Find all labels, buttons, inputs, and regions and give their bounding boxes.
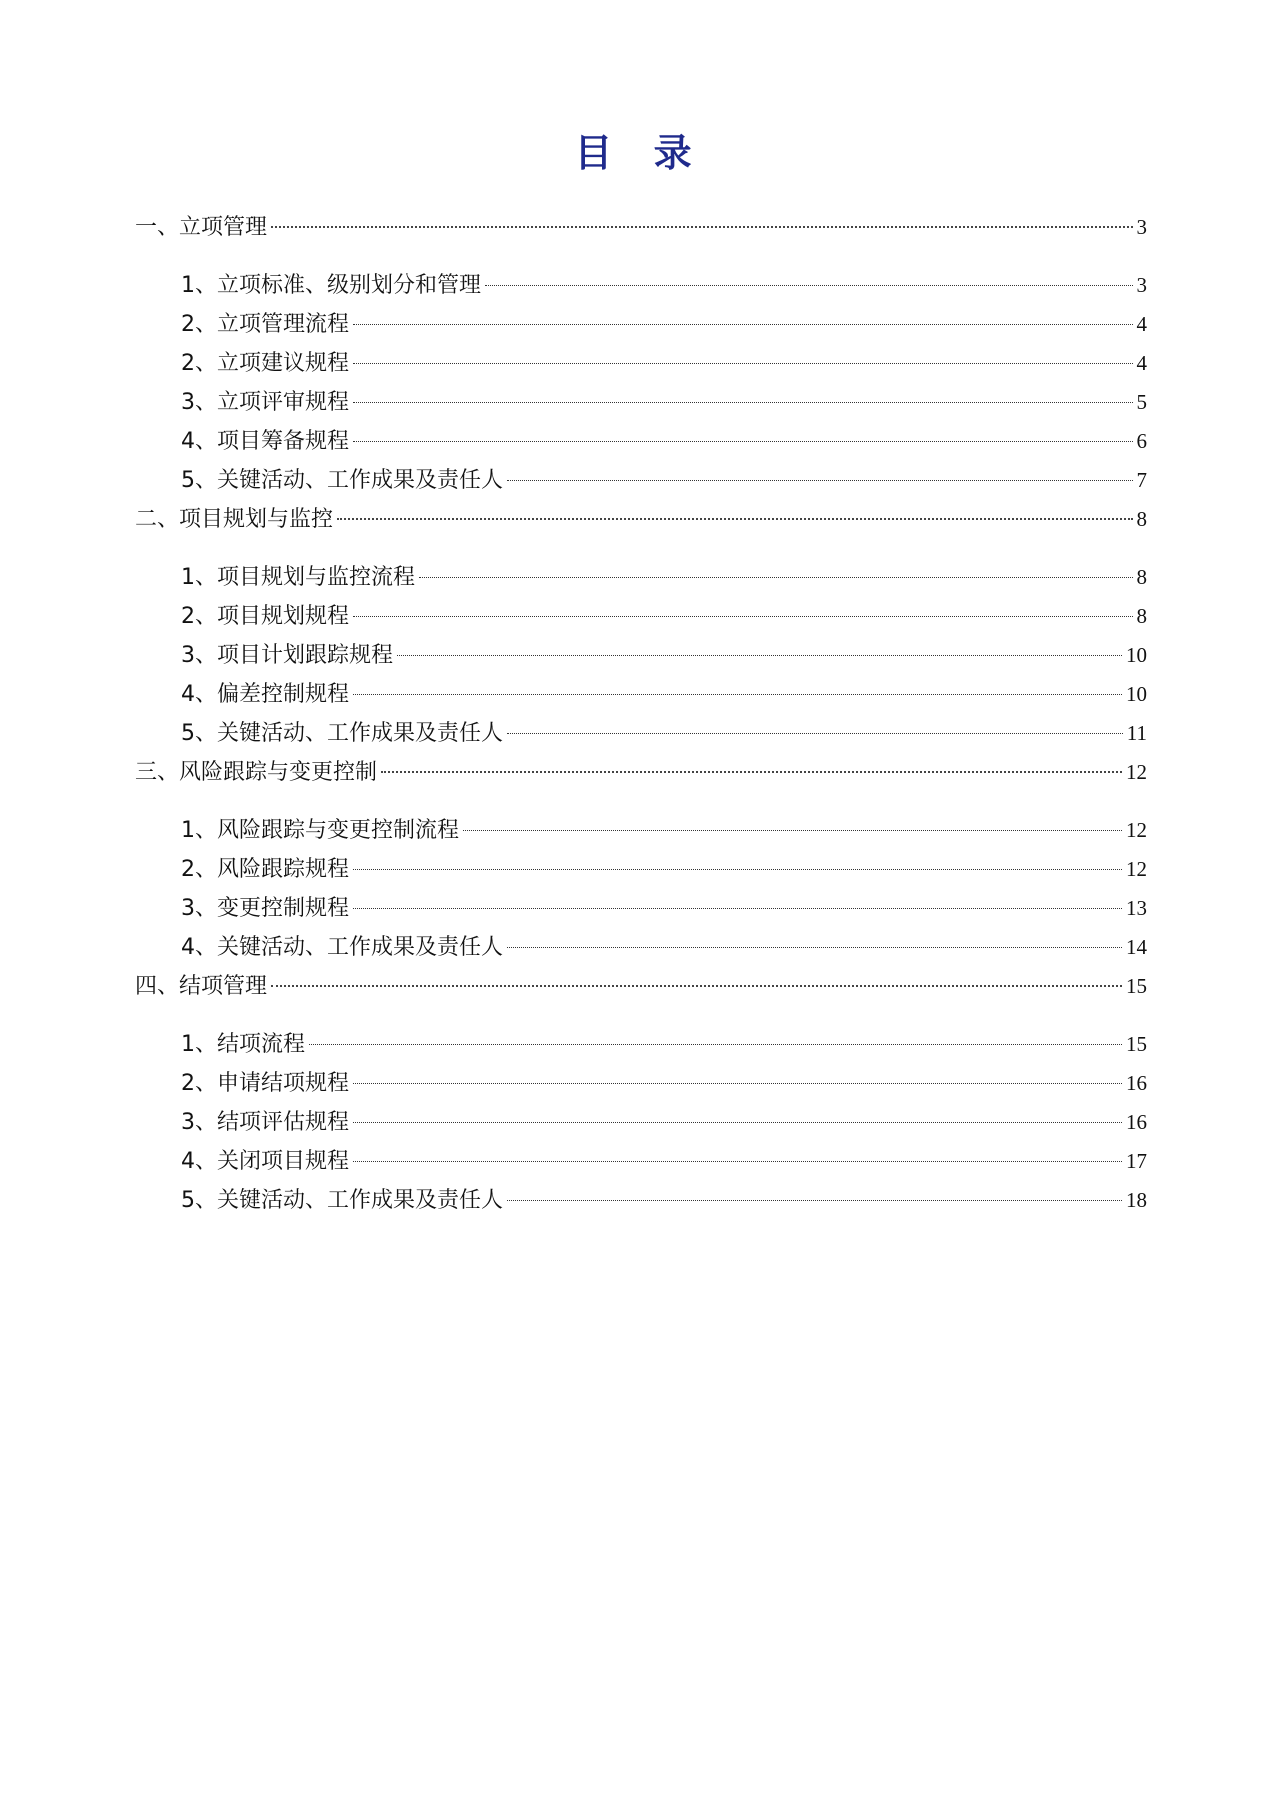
toc-item[interactable] [135, 422, 1147, 461]
toc-item[interactable] [135, 714, 1147, 753]
toc-leader-dots [419, 577, 1133, 578]
toc-page-number: 14 [1126, 935, 1147, 959]
toc-section-4[interactable] [135, 967, 1147, 1006]
toc-label: 5、关键活动、工作成果及责任人 [181, 1188, 503, 1213]
toc-item[interactable] [135, 344, 1147, 383]
toc-label: 1、立项标准、级别划分和管理 [181, 273, 481, 298]
toc-label: 四、结项管理 [135, 974, 268, 999]
toc-leader-dots [353, 908, 1122, 909]
toc-item[interactable] [135, 461, 1147, 500]
toc-label: 三、风险跟踪与变更控制 [135, 760, 378, 785]
toc-item[interactable] [135, 675, 1147, 714]
toc-page-number: 10 [1126, 682, 1147, 706]
toc-leader-dots [507, 947, 1122, 948]
toc-label: 3、立项评审规程 [181, 390, 349, 415]
toc-item[interactable] [135, 1025, 1147, 1064]
toc-label: 3、结项评估规程 [181, 1110, 349, 1135]
toc-page-number: 10 [1126, 643, 1147, 667]
toc-page-number: 3 [1136, 215, 1147, 239]
toc-label: 2、项目规划规程 [181, 604, 349, 629]
toc-page-number: 4 [1136, 351, 1147, 375]
toc-page-number: 8 [1136, 565, 1147, 589]
toc-page-number: 17 [1126, 1149, 1147, 1173]
toc-page-number: 3 [1136, 273, 1147, 297]
toc-leader-dots [381, 771, 1122, 773]
toc-label: 一、立项管理 [135, 215, 268, 240]
toc-item[interactable] [135, 383, 1147, 422]
toc-item[interactable] [135, 305, 1147, 344]
toc-leader-dots [353, 869, 1122, 870]
toc-section-3[interactable] [135, 753, 1147, 792]
toc-page-number: 8 [1136, 604, 1147, 628]
toc-label: 1、结项流程 [181, 1032, 305, 1057]
toc-page-number: 15 [1126, 974, 1147, 998]
toc-leader-dots [353, 694, 1122, 695]
toc-item[interactable] [135, 889, 1147, 928]
toc-label: 3、项目计划跟踪规程 [181, 643, 393, 668]
toc-page-number: 12 [1126, 818, 1147, 842]
toc-item[interactable] [135, 811, 1147, 850]
toc-page-number: 5 [1136, 390, 1147, 414]
toc-item[interactable] [135, 1103, 1147, 1142]
page-title: 目 录 [574, 131, 706, 175]
toc-leader-dots [337, 518, 1132, 520]
toc-label: 4、关键活动、工作成果及责任人 [181, 935, 503, 960]
toc-label: 3、变更控制规程 [181, 896, 349, 921]
toc-leader-dots [353, 324, 1133, 325]
toc-leader-dots [353, 1161, 1122, 1162]
toc-page-number: 15 [1126, 1032, 1147, 1056]
toc-item[interactable] [135, 1181, 1147, 1220]
table-of-contents [135, 208, 1147, 1220]
toc-item[interactable] [135, 558, 1147, 597]
toc-item[interactable] [135, 636, 1147, 675]
toc-page-number: 12 [1126, 760, 1147, 784]
toc-leader-dots [271, 226, 1132, 228]
toc-label: 5、关键活动、工作成果及责任人 [181, 468, 503, 493]
toc-leader-dots [271, 985, 1122, 987]
toc-label: 2、立项建议规程 [181, 351, 349, 376]
toc-page-number: 6 [1136, 429, 1147, 453]
toc-label: 1、风险跟踪与变更控制流程 [181, 818, 459, 843]
toc-page-number: 12 [1126, 857, 1147, 881]
toc-page-number: 8 [1136, 507, 1147, 531]
toc-item[interactable] [135, 266, 1147, 305]
toc-page-number: 18 [1126, 1188, 1147, 1212]
toc-label: 4、关闭项目规程 [181, 1149, 349, 1174]
toc-leader-dots [507, 733, 1123, 734]
toc-leader-dots [353, 363, 1133, 364]
toc-leader-dots [309, 1044, 1122, 1045]
toc-leader-dots [485, 285, 1133, 286]
toc-leader-dots [397, 655, 1122, 656]
toc-page-number: 7 [1136, 468, 1147, 492]
toc-item[interactable] [135, 928, 1147, 967]
toc-leader-dots [353, 1122, 1122, 1123]
toc-page-number: 16 [1126, 1110, 1147, 1134]
toc-item[interactable] [135, 1142, 1147, 1181]
toc-section-1[interactable] [135, 208, 1147, 247]
toc-label: 4、项目筹备规程 [181, 429, 349, 454]
toc-label: 二、项目规划与监控 [135, 507, 334, 532]
toc-section-2[interactable] [135, 500, 1147, 539]
toc-page-number: 16 [1126, 1071, 1147, 1095]
toc-label: 5、关键活动、工作成果及责任人 [181, 721, 503, 746]
toc-leader-dots [353, 616, 1133, 617]
toc-label: 4、偏差控制规程 [181, 682, 349, 707]
toc-item[interactable] [135, 1064, 1147, 1103]
toc-label: 2、申请结项规程 [181, 1071, 349, 1096]
toc-page-number: 11 [1126, 721, 1147, 745]
toc-label: 2、风险跟踪规程 [181, 857, 349, 882]
toc-leader-dots [353, 441, 1133, 442]
toc-item[interactable] [135, 850, 1147, 889]
toc-page-number: 13 [1126, 896, 1147, 920]
toc-leader-dots [507, 1200, 1122, 1201]
toc-leader-dots [463, 830, 1122, 831]
toc-item[interactable] [135, 597, 1147, 636]
toc-leader-dots [353, 1083, 1122, 1084]
toc-page-number: 4 [1136, 312, 1147, 336]
toc-leader-dots [353, 402, 1133, 403]
toc-leader-dots [507, 480, 1133, 481]
toc-label: 1、项目规划与监控流程 [181, 565, 415, 590]
toc-label: 2、立项管理流程 [181, 312, 349, 337]
